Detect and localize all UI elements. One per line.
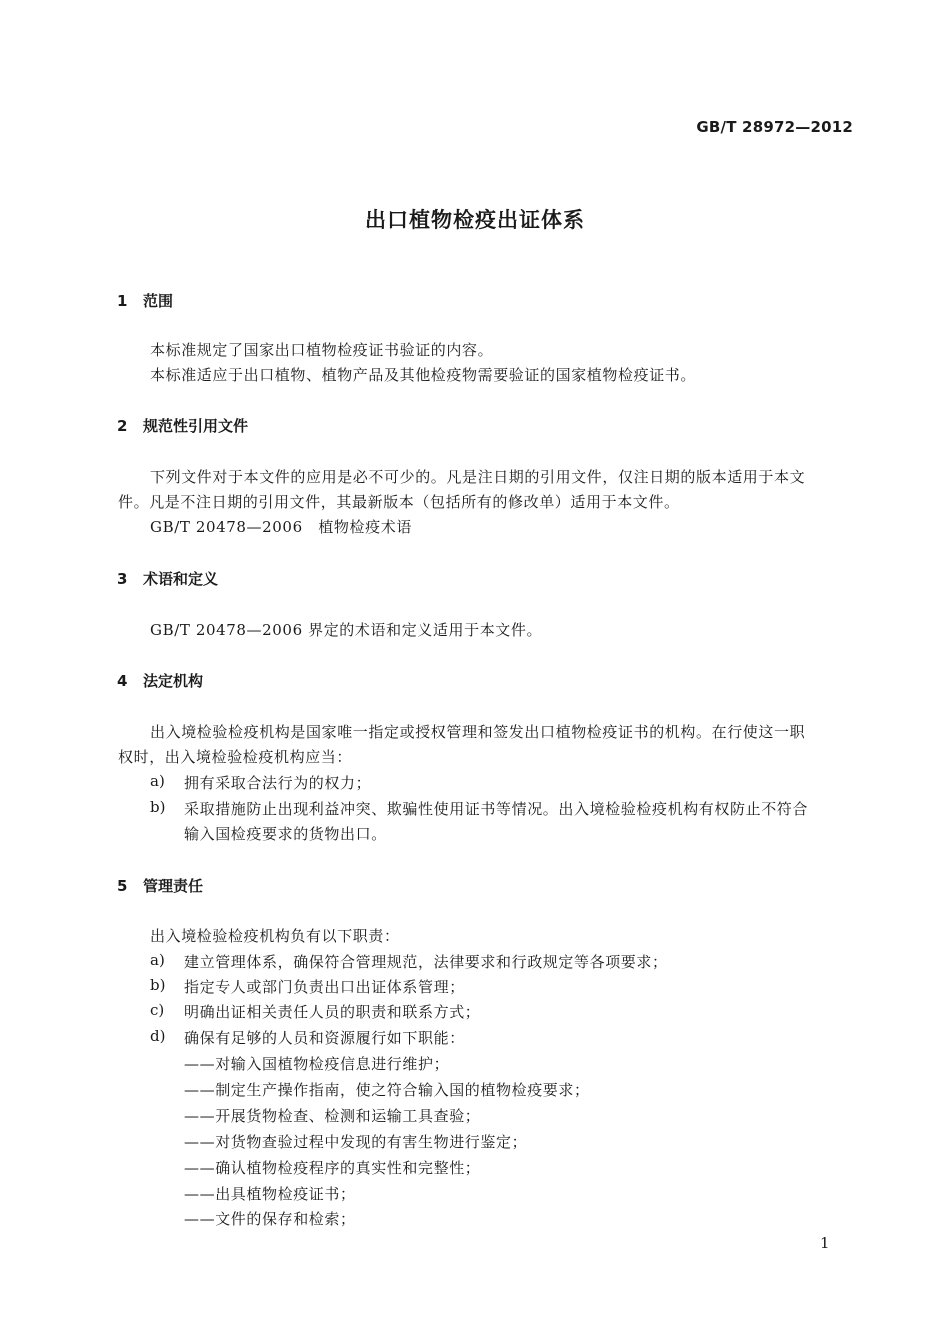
- dash-item: ——对货物查验过程中发现的有害生物进行鉴定；: [184, 1133, 528, 1151]
- section-number: 4: [117, 672, 128, 690]
- document-title: 出口植物检疫出证体系: [365, 208, 585, 232]
- list-item: 明确出证相关责任人员的职责和联系方式；: [184, 1003, 481, 1021]
- list-item-continuation: 输入国检疫要求的货物出口。: [184, 825, 387, 843]
- list-item: 指定专人或部门负责出口出证体系管理；: [184, 978, 465, 996]
- paragraph: 件。凡是不注日期的引用文件，其最新版本（包括所有的修改单）适用于本文件。: [118, 493, 680, 511]
- paragraph: 本标准规定了国家出口植物检疫证书验证的内容。: [150, 341, 494, 359]
- list-item-label: d): [150, 1027, 166, 1045]
- section-number: 1: [117, 292, 128, 310]
- paragraph: 权时，出入境检验检疫机构应当：: [118, 748, 353, 766]
- standard-code: GB/T 28972—2012: [696, 118, 853, 136]
- dash-item: ——出具植物检疫证书；: [184, 1185, 356, 1203]
- paragraph: 本标准适应于出口植物、植物产品及其他检疫物需要验证的国家植物检疫证书。: [150, 366, 697, 384]
- dash-item: ——对输入国植物检疫信息进行维护；: [184, 1055, 450, 1073]
- section-title: 法定机构: [143, 672, 204, 690]
- section-title: 管理责任: [143, 877, 204, 895]
- dash-item: ——确认植物检疫程序的真实性和完整性；: [184, 1159, 481, 1177]
- section-title: 范围: [143, 292, 174, 310]
- list-item: 建立管理体系，确保符合管理规范，法律要求和行政规定等各项要求；: [184, 953, 668, 971]
- list-item-label: a): [150, 951, 165, 969]
- section-title: 规范性引用文件: [143, 417, 249, 435]
- section-number: 3: [117, 570, 128, 588]
- section-5-heading: [117, 875, 203, 896]
- list-item: 采取措施防止出现利益冲突、欺骗性使用证书等情况。出入境检验检疫机构有权防止不符合: [184, 800, 809, 818]
- list-item: 拥有采取合法行为的权力；: [184, 774, 372, 792]
- normative-reference: GB/T 20478—2006 植物检疫术语: [150, 518, 412, 536]
- dash-item: ——文件的保存和检索；: [184, 1210, 356, 1228]
- page-number: 1: [820, 1234, 830, 1252]
- section-1-heading: [117, 290, 173, 311]
- dash-item: ——开展货物检查、检测和运输工具查验；: [184, 1107, 481, 1125]
- section-number: 5: [117, 877, 128, 895]
- list-item-label: c): [150, 1001, 165, 1019]
- list-item: 确保有足够的人员和资源履行如下职能：: [184, 1029, 465, 1047]
- paragraph: 下列文件对于本文件的应用是必不可少的。凡是注日期的引用文件，仅注日期的版本适用于本文: [150, 468, 806, 486]
- section-3-heading: [117, 568, 218, 589]
- paragraph: 出入境检验检疫机构是国家唯一指定或授权管理和签发出口植物检疫证书的机构。在行使这一职: [150, 723, 806, 741]
- section-number: 2: [117, 417, 128, 435]
- list-item-label: b): [150, 798, 166, 816]
- section-2-heading: [117, 415, 248, 436]
- list-item-label: a): [150, 772, 165, 790]
- list-item-label: b): [150, 976, 166, 994]
- paragraph: GB/T 20478—2006 界定的术语和定义适用于本文件。: [150, 621, 543, 639]
- section-title: 术语和定义: [143, 570, 219, 588]
- dash-item: ——制定生产操作指南，使之符合输入国的植物检疫要求；: [184, 1081, 590, 1099]
- section-4-heading: [117, 670, 203, 691]
- paragraph: 出入境检验检疫机构负有以下职责：: [150, 927, 400, 945]
